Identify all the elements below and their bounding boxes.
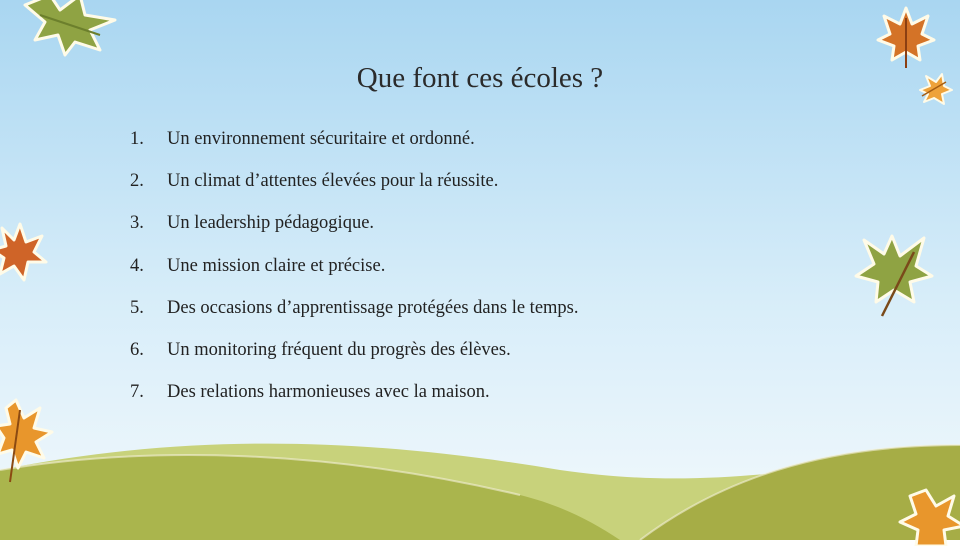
leaf-orange-bottom-left-icon: [0, 396, 56, 486]
list-item: [130, 329, 579, 371]
list-item-number: 1.: [130, 128, 144, 149]
leaf-orange-top-right-icon: [876, 6, 936, 70]
list-item: [130, 203, 579, 245]
list-item: [130, 287, 579, 329]
list-item-number: 6.: [130, 340, 144, 361]
list-item-text: Un environnement sécuritaire et ordonné.: [167, 128, 475, 149]
list-item: [130, 160, 579, 202]
list-item-number: 2.: [130, 170, 144, 191]
list-item-text: Des relations harmonieuses avec la maison.: [167, 382, 490, 403]
list-item-text: Un monitoring fréquent du progrès des élèves.: [167, 340, 511, 361]
list-item-text: Un leadership pédagogique.: [167, 213, 375, 234]
slide-title: Que font ces écoles ?: [356, 62, 604, 94]
list-item-number: 3.: [130, 213, 144, 234]
list-item: [130, 245, 579, 287]
list-item-text: Une mission claire et précise.: [167, 255, 386, 276]
list-item: [130, 372, 579, 414]
leaf-red-left-icon: [0, 222, 48, 286]
leaf-green-top-left-icon: [20, 0, 120, 60]
leaf-green-right-icon: [852, 232, 934, 324]
list-item-number: 5.: [130, 297, 144, 318]
list-item: [130, 118, 579, 160]
leaf-orange-bottom-right-icon: [896, 486, 960, 546]
list-item-text: Un climat d’attentes élevées pour la réussite.: [167, 170, 499, 191]
list-item-text: Des occasions d’apprentissage protégées dans le temps.: [167, 297, 579, 318]
list-item-number: 4.: [130, 255, 144, 276]
list-item-number: 7.: [130, 382, 144, 403]
numbered-list: [130, 118, 579, 414]
